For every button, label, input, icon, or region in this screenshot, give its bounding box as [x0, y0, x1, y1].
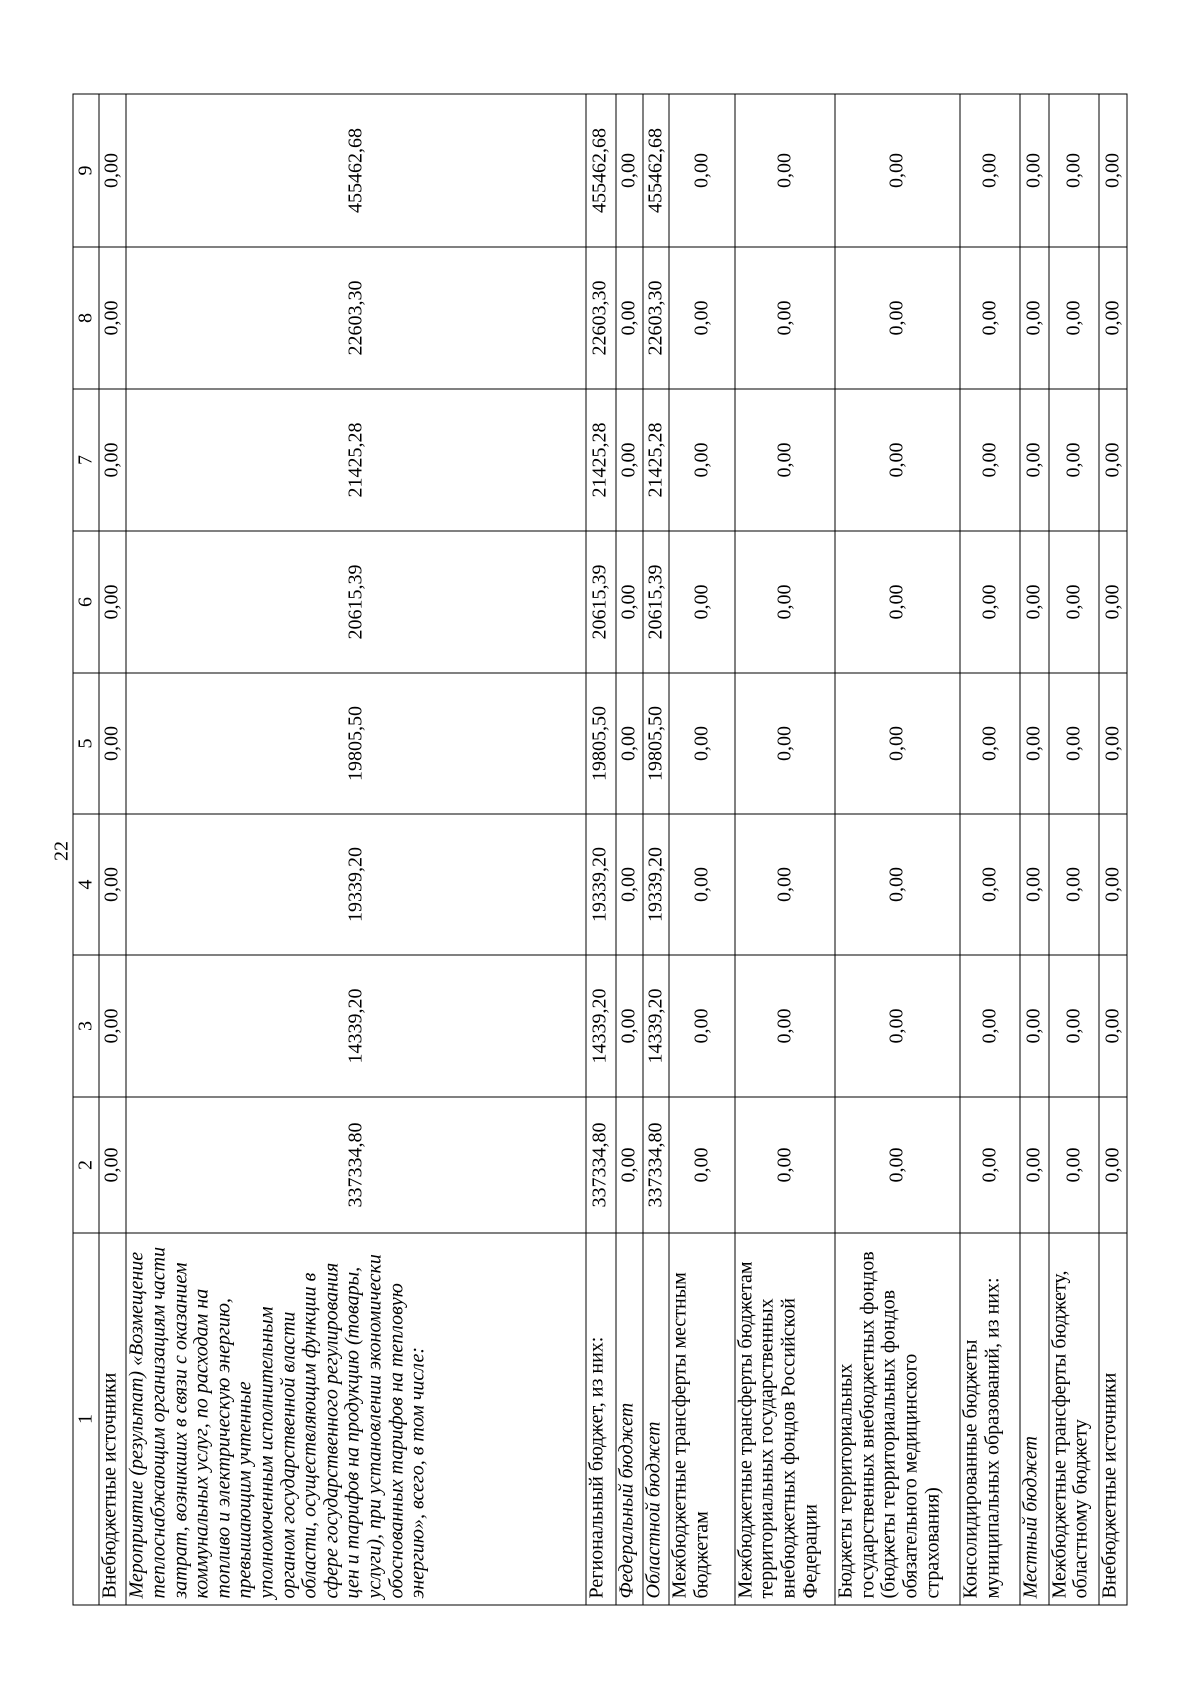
rotated-table-wrapper	[73, 95, 1128, 1606]
table-row	[126, 94, 585, 1605]
value-cell: 0,00	[1020, 955, 1049, 1097]
value-cell: 455462,68	[126, 94, 585, 247]
table-row	[1099, 94, 1127, 1605]
value-cell: 0,00	[960, 1097, 1020, 1233]
row-label: Региональный бюджет, из них:	[586, 1233, 616, 1605]
value-cell: 0,00	[735, 814, 835, 955]
value-cell: 0,00	[1049, 955, 1100, 1097]
header-cell-1: 1	[73, 1233, 99, 1605]
value-cell: 21425,28	[586, 389, 616, 531]
value-cell: 0,00	[1099, 94, 1127, 247]
value-cell: 21425,28	[126, 389, 585, 531]
value-cell: 22603,30	[586, 247, 616, 389]
value-cell: 19805,50	[126, 673, 585, 814]
value-cell: 0,00	[616, 673, 644, 814]
value-cell: 0,00	[1049, 673, 1100, 814]
value-cell: 0,00	[960, 389, 1020, 531]
row-label: Межбюджетные трансферты бюджету, областному бюджету	[1049, 1233, 1100, 1605]
value-cell: 0,00	[835, 94, 960, 247]
row-label: Межбюджетные трансферты местным бюджетам	[669, 1233, 734, 1605]
value-cell: 0,00	[99, 673, 127, 814]
value-cell: 14339,20	[643, 955, 669, 1097]
value-cell: 0,00	[1020, 531, 1049, 673]
table-row	[1049, 94, 1100, 1605]
value-cell: 0,00	[735, 673, 835, 814]
value-cell: 455462,68	[586, 94, 616, 247]
row-label: Бюджеты территориальных государственных внебюджетных фондов (бюджеты территориальных фондов обязательного медицинского страхования)	[835, 1233, 960, 1605]
row-label: Федеральный бюджет	[616, 1233, 644, 1605]
value-cell: 0,00	[1099, 673, 1127, 814]
value-cell: 0,00	[960, 531, 1020, 673]
value-cell: 0,00	[99, 531, 127, 673]
value-cell: 20615,39	[643, 531, 669, 673]
table-row	[99, 94, 127, 1605]
value-cell: 14339,20	[586, 955, 616, 1097]
value-cell: 0,00	[835, 389, 960, 531]
value-cell: 337334,80	[126, 1097, 585, 1233]
value-cell: 0,00	[616, 247, 644, 389]
value-cell: 21425,28	[643, 389, 669, 531]
value-cell: 19339,20	[643, 814, 669, 955]
value-cell: 0,00	[1099, 955, 1127, 1097]
value-cell: 0,00	[99, 389, 127, 531]
header-cell-5: 5	[73, 673, 99, 814]
value-cell: 0,00	[616, 1097, 644, 1233]
value-cell: 20615,39	[586, 531, 616, 673]
header-cell-9: 9	[73, 94, 99, 247]
value-cell: 0,00	[616, 94, 644, 247]
value-cell: 0,00	[99, 94, 127, 247]
value-cell: 0,00	[1049, 814, 1100, 955]
table-row	[835, 94, 960, 1605]
value-cell: 0,00	[669, 389, 734, 531]
table-row	[669, 94, 734, 1605]
budget-table	[73, 94, 1128, 1606]
value-cell: 0,00	[960, 814, 1020, 955]
value-cell: 0,00	[735, 94, 835, 247]
value-cell: 0,00	[960, 247, 1020, 389]
row-label: Консолидированные бюджеты муниципальных образований, из них:	[960, 1233, 1020, 1605]
value-cell: 0,00	[1020, 94, 1049, 247]
value-cell: 19805,50	[586, 673, 616, 814]
value-cell: 0,00	[835, 955, 960, 1097]
value-cell: 0,00	[1099, 1097, 1127, 1233]
value-cell: 0,00	[960, 673, 1020, 814]
table-row	[586, 94, 616, 1605]
value-cell: 0,00	[1020, 1097, 1049, 1233]
row-label: Внебюджетные источники	[99, 1233, 127, 1605]
value-cell: 337334,80	[586, 1097, 616, 1233]
value-cell: 0,00	[960, 955, 1020, 1097]
header-cell-2: 2	[73, 1097, 99, 1233]
value-cell: 0,00	[735, 389, 835, 531]
value-cell: 0,00	[1099, 247, 1127, 389]
value-cell: 0,00	[835, 1097, 960, 1233]
value-cell: 0,00	[1049, 94, 1100, 247]
value-cell: 0,00	[735, 1097, 835, 1233]
value-cell: 0,00	[669, 955, 734, 1097]
value-cell: 0,00	[1049, 389, 1100, 531]
value-cell: 455462,68	[643, 94, 669, 247]
value-cell: 0,00	[835, 814, 960, 955]
table-row	[735, 94, 835, 1605]
value-cell: 0,00	[1020, 814, 1049, 955]
value-cell: 19339,20	[126, 814, 585, 955]
row-label: Внебюджетные источники	[1099, 1233, 1127, 1605]
value-cell: 0,00	[1020, 247, 1049, 389]
value-cell: 0,00	[99, 1097, 127, 1233]
value-cell: 0,00	[1049, 247, 1100, 389]
value-cell: 0,00	[669, 814, 734, 955]
value-cell: 22603,30	[126, 247, 585, 389]
value-cell: 20615,39	[126, 531, 585, 673]
value-cell: 337334,80	[643, 1097, 669, 1233]
value-cell: 0,00	[1049, 1097, 1100, 1233]
value-cell: 0,00	[669, 247, 734, 389]
value-cell: 0,00	[1099, 389, 1127, 531]
header-cell-4: 4	[73, 814, 99, 955]
value-cell: 19805,50	[643, 673, 669, 814]
value-cell: 0,00	[669, 94, 734, 247]
value-cell: 0,00	[616, 389, 644, 531]
value-cell: 0,00	[99, 814, 127, 955]
value-cell: 0,00	[960, 94, 1020, 247]
value-cell: 0,00	[1020, 673, 1049, 814]
value-cell: 0,00	[735, 247, 835, 389]
row-label: Межбюджетные трансферты бюджетам территориальных государственных внебюджетных фондов Российской Федерации	[735, 1233, 835, 1605]
value-cell: 0,00	[835, 531, 960, 673]
value-cell: 0,00	[99, 247, 127, 389]
table-body	[73, 94, 1127, 1605]
header-cell-6: 6	[73, 531, 99, 673]
row-label: Областной бюджет	[643, 1233, 669, 1605]
header-cell-7: 7	[73, 389, 99, 531]
value-cell: 0,00	[1049, 531, 1100, 673]
table-row	[643, 94, 669, 1605]
value-cell: 0,00	[1020, 389, 1049, 531]
value-cell: 0,00	[616, 814, 644, 955]
value-cell: 0,00	[735, 531, 835, 673]
value-cell: 0,00	[669, 673, 734, 814]
value-cell: 0,00	[1099, 814, 1127, 955]
value-cell: 0,00	[735, 955, 835, 1097]
value-cell: 0,00	[616, 955, 644, 1097]
value-cell: 0,00	[835, 673, 960, 814]
header-cell-8: 8	[73, 247, 99, 389]
table-header-row	[73, 94, 99, 1605]
value-cell: 0,00	[1099, 531, 1127, 673]
page-number: 22	[50, 841, 73, 861]
table-row	[1020, 94, 1049, 1605]
value-cell: 19339,20	[586, 814, 616, 955]
row-label: Мероприятие (результат) «Возмещение теплоснабжающим организациям части затрат, возникших в связи с оказанием коммунальных услуг, по расходам на топливо и электрическую энергию, превышающим учтенные уполномоченным исполнительным органом государственной власти области, осуществляющим функции в сфере государственного регулирования цен и тарифов на продукцию (товары, услуги), при установлении экономически обоснованных тарифов на тепловую энергию», всего, в том числе:	[126, 1233, 585, 1605]
value-cell: 0,00	[669, 1097, 734, 1233]
table-row	[616, 94, 644, 1605]
value-cell: 0,00	[616, 531, 644, 673]
row-label: Местный бюджет	[1020, 1233, 1049, 1605]
value-cell: 22603,30	[643, 247, 669, 389]
value-cell: 0,00	[669, 531, 734, 673]
value-cell: 14339,20	[126, 955, 585, 1097]
value-cell: 0,00	[99, 955, 127, 1097]
header-cell-3: 3	[73, 955, 99, 1097]
value-cell: 0,00	[835, 247, 960, 389]
table-row	[960, 94, 1020, 1605]
